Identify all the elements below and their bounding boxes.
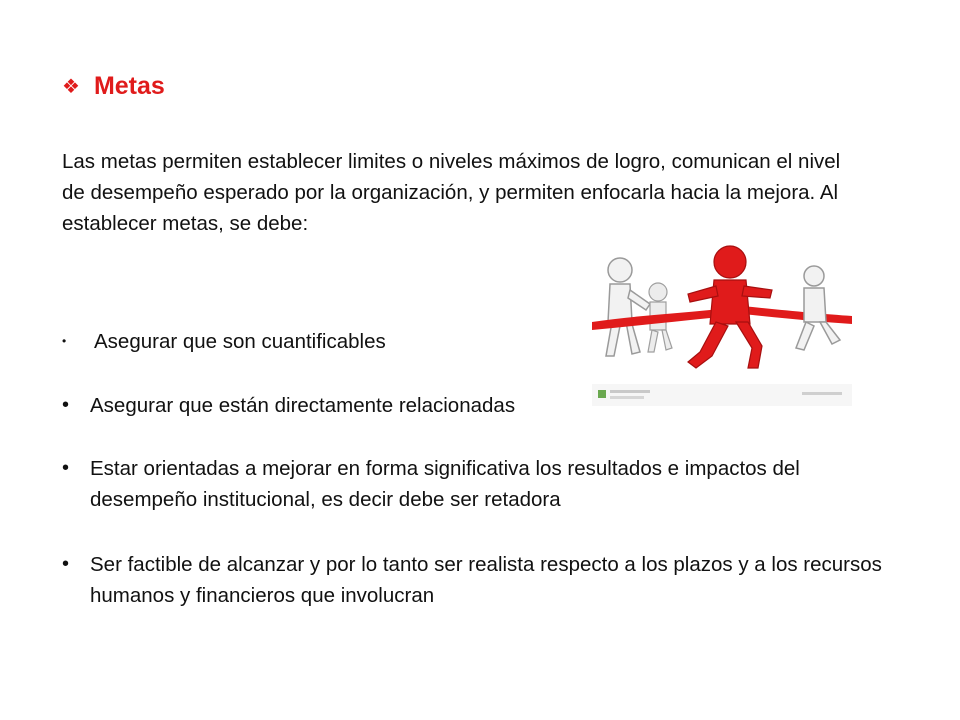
bullet-dot-icon: • (62, 457, 70, 479)
slide-heading (62, 72, 165, 101)
bullet-dot-icon: • (62, 394, 70, 416)
list-item-text: Asegurar que son cuantificables (94, 330, 386, 353)
finish-line-illustration (592, 244, 852, 406)
diamond-bullet-icon: ❖ (62, 75, 80, 98)
list-item (62, 390, 882, 421)
list-item-text: Estar orientadas a mejorar en forma significativa los resultados e impactos del desempeño institucional, es decir debe ser retadora (90, 457, 800, 511)
heading-title: Metas (93, 72, 165, 100)
list-item-text: Ser factible de alcanzar y por lo tanto ser realista respecto a los plazos y a los recursos humanos y financieros que involucran (90, 553, 882, 607)
intro-paragraph: Las metas permiten establecer limites o niveles máximos de logro, comunican el nivel de desempeño esperado por la organización, y permiten enfocarla hacia la mejora. Al establecer metas, se debe: (62, 150, 841, 235)
list-item (62, 549, 882, 611)
list-item-text: Asegurar que están directamente relacionadas (90, 394, 516, 417)
bullet-dot-icon: • (62, 334, 67, 348)
bullet-dot-icon: • (62, 553, 70, 575)
list-item (62, 326, 882, 357)
list-item (62, 453, 882, 515)
